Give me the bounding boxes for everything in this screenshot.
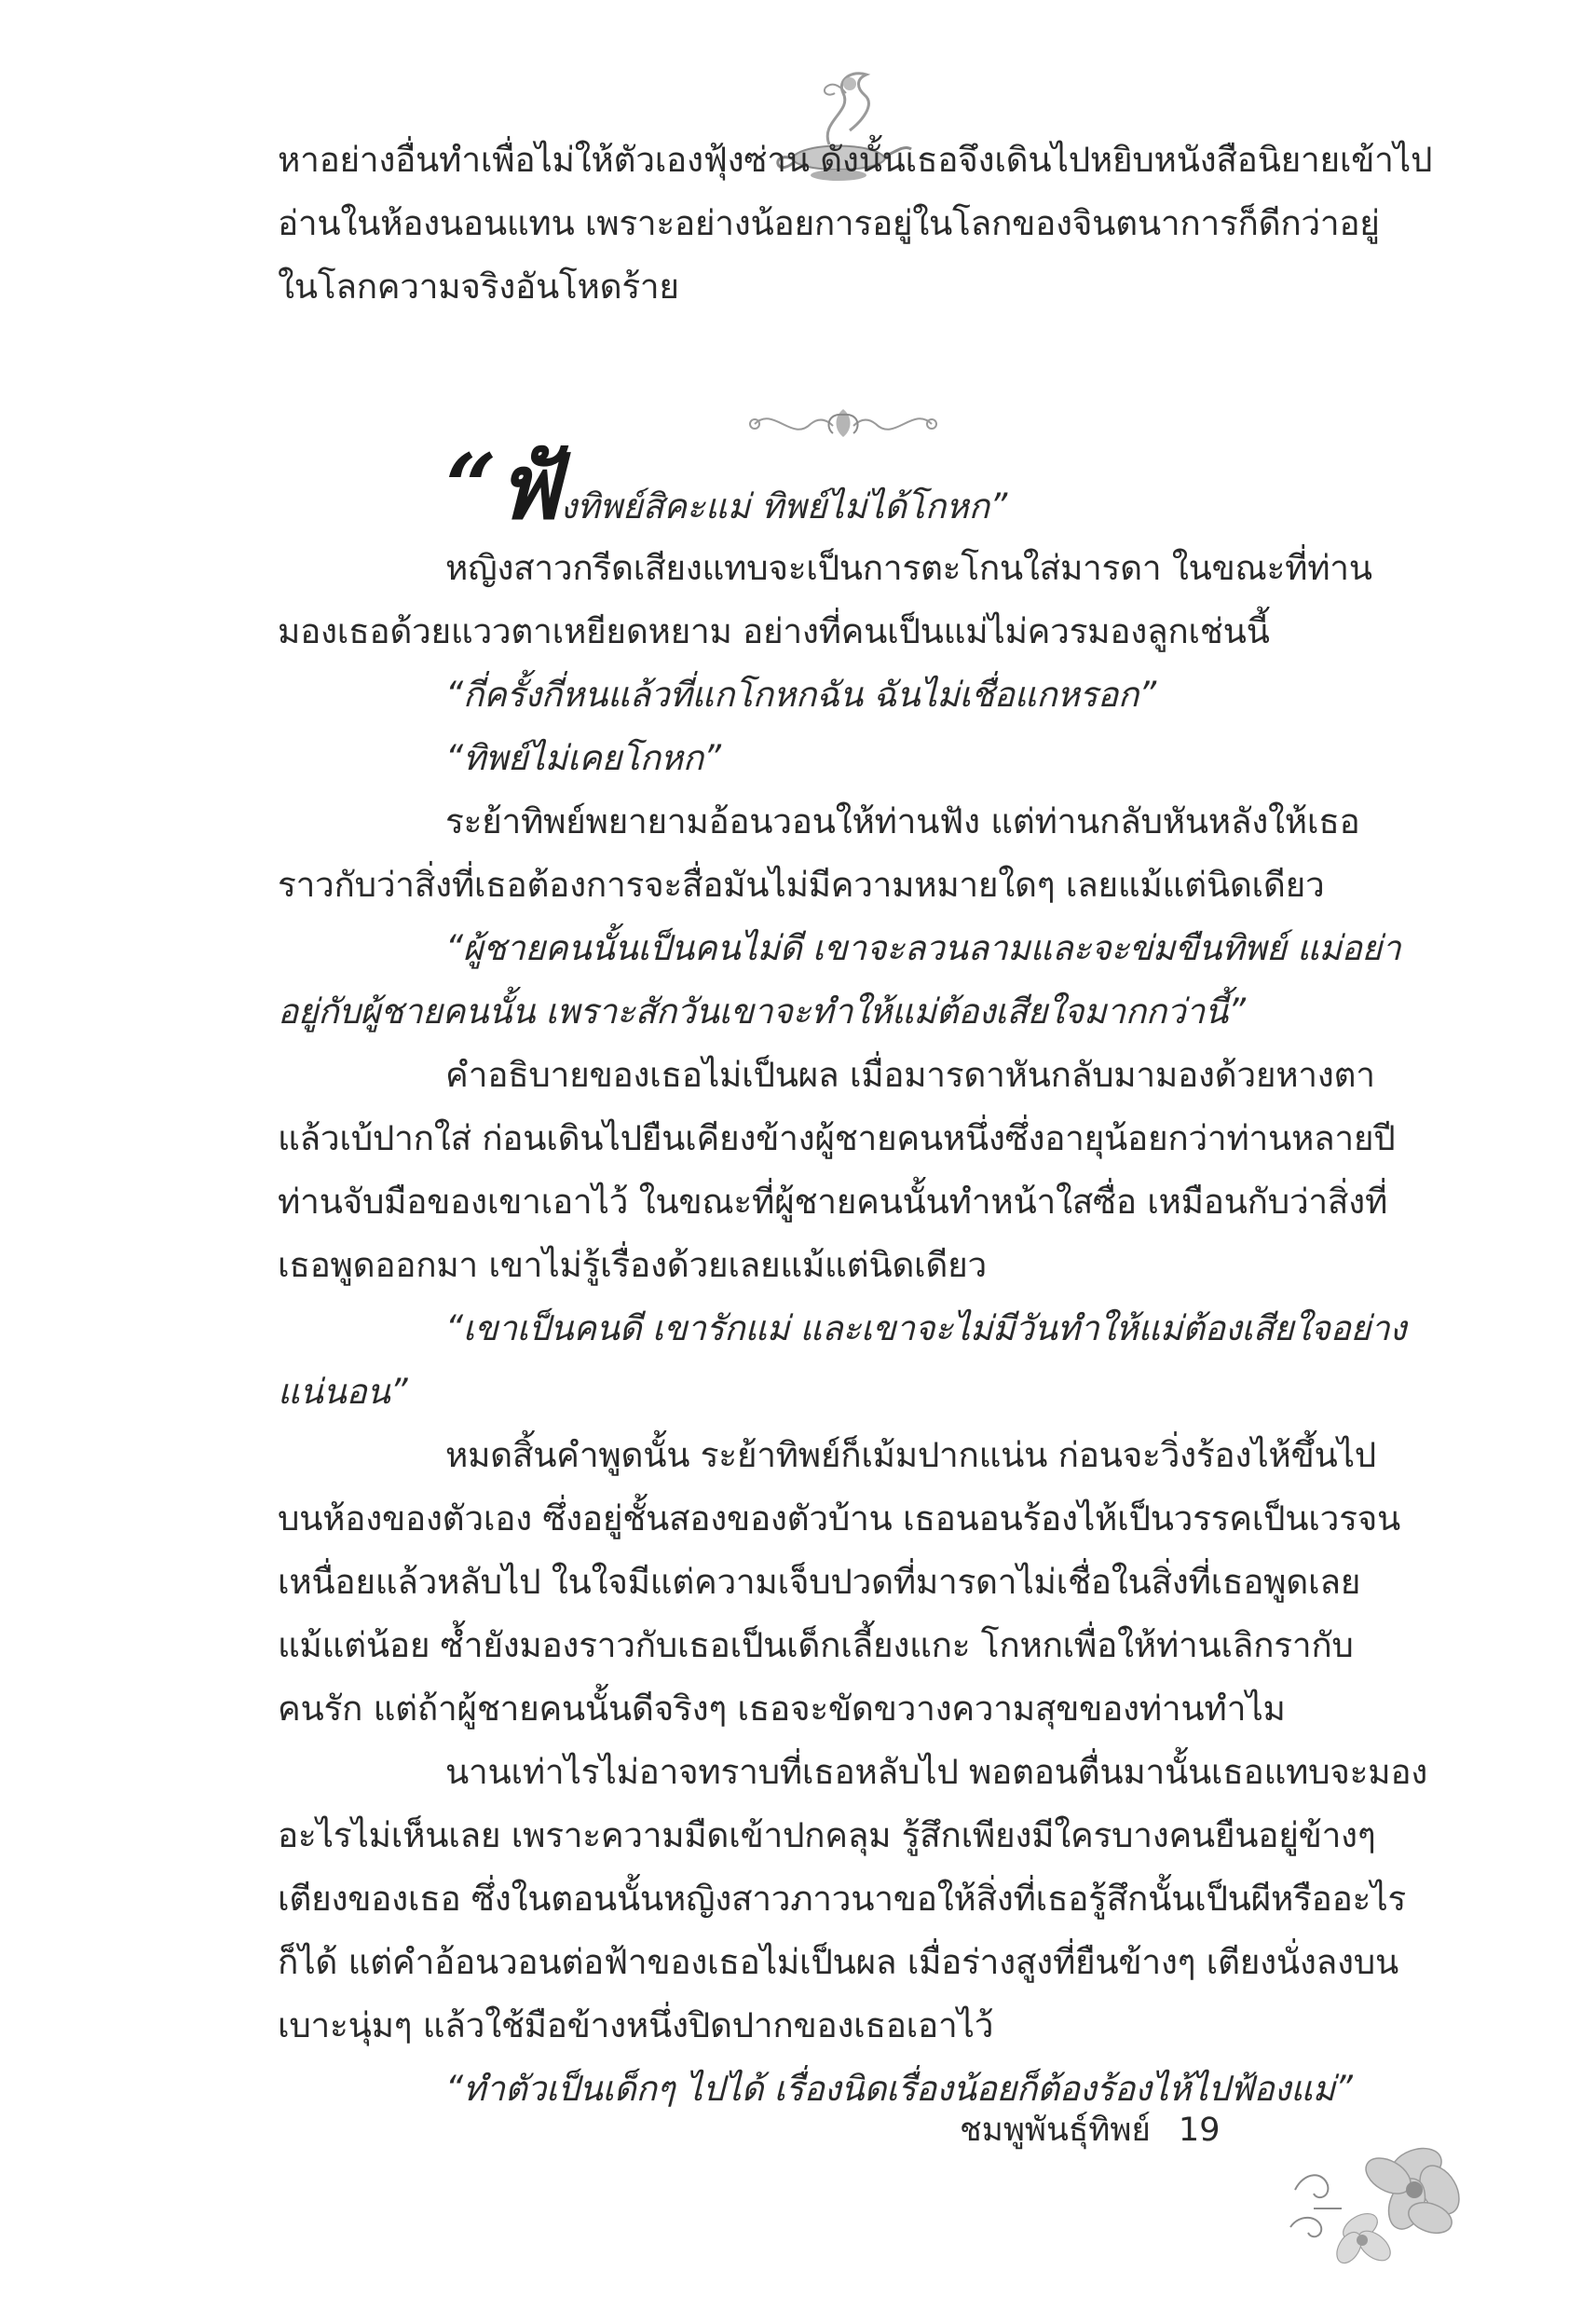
text-line: ในโลกความจริงอันโหดร้าย [278, 267, 679, 307]
text-line: หาอย่างอื่นทำเพื่อไม่ให้ตัวเองฟุ้งซ่าน ดังนั้นเธอจึงเดินไปหยิบหนังสือนิยายเข้าไป [278, 140, 1433, 180]
text-line: ท่านจับมือของเขาเอาไว้ ในขณะที่ผู้ชายคนนั้นทำหน้าใสซื่อ เหมือนกับว่าสิ่งที่ [278, 1182, 1388, 1222]
drop-cap: “ฟั [445, 434, 561, 540]
dialogue-line: “เขาเป็นคนดี เขารักแม่ และเขาจะไม่มีวันทำให้แม่ต้องเสียใจอย่าง [445, 1308, 1407, 1348]
text-line: หมดสิ้นคำพูดนั้น ระย้าทิพย์ก็เม้มปากแน่น ก่อนจะวิ่งร้องไห้ขึ้นไป [445, 1435, 1376, 1475]
page-footer [960, 2104, 1220, 2155]
text-line: นานเท่าไรไม่อาจทราบที่เธอหลับไป พอตอนตื่นมานั้นเธอแทบจะมอง [445, 1752, 1428, 1792]
opening-line [445, 436, 1007, 539]
text-line: เบาะนุ่มๆ แล้วใช้มือข้างหนึ่งปิดปากของเธอเอาไว้ [278, 2005, 994, 2045]
dialogue-line: อยู่กับผู้ชายคนนั้น เพราะสักวันเขาจะทำให้แม่ต้องเสียใจมากกว่านี้” [278, 991, 1246, 1032]
text-line: เธอพูดออกมา เขาไม่รู้เรื่องด้วยเลยแม้แต่นิดเดียว [278, 1245, 987, 1285]
flower-ornament-icon [1276, 2115, 1491, 2274]
text-line: อ่านในห้องนอนแทน เพราะอย่างน้อยการอยู่ในโลกของจินตนาการก็ดีกว่าอยู่ [278, 203, 1380, 243]
text-line: ราวกับว่าสิ่งที่เธอต้องการจะสื่อมันไม่มีความหมายใดๆ เลยแม้แต่นิดเดียว [278, 865, 1325, 905]
text-line: บนห้องของตัวเอง ซึ่งอยู่ชั้นสองของตัวบ้าน เธอนอนร้องไห้เป็นวรรคเป็นเวรจน [278, 1498, 1401, 1538]
dialogue-line: แน่นอน” [278, 1372, 408, 1412]
text-line: อะไรไม่เห็นเลย เพราะความมืดเข้าปกคลุม รู้สึกเพียงมีใครบางคนยืนอยู่ข้างๆ [278, 1815, 1376, 1855]
body-text [278, 537, 1429, 2121]
dialogue-line: “ทิพย์ไม่เคยโกหก” [445, 738, 721, 778]
opening-text: งทิพย์สิคะแม่ ทิพย์ไม่ได้โกหก” [560, 486, 1008, 526]
dialogue-line: “ผู้ชายคนนั้นเป็นคนไม่ดี เขาจะลวนลามและจะข่มขืนทิพย์ แม่อย่า [445, 928, 1401, 968]
text-line: แม้แต่น้อย ซ้ำยังมองราวกับเธอเป็นเด็กเลี้ยงแกะ โกหกเพื่อให้ท่านเลิกรากับ [278, 1625, 1354, 1665]
text-line: คนรัก แต่ถ้าผู้ชายคนนั้นดีจริงๆ เธอจะขัดขวางความสุขของท่านทำไม [278, 1689, 1286, 1729]
book-title: ชมพูพันธุ์ทิพย์ [960, 2112, 1151, 2149]
text-line: เหนื่อยแล้วหลับไป ในใจมีแต่ความเจ็บปวดที่มารดาไม่เชื่อในสิ่งที่เธอพูดเลย [278, 1562, 1361, 1602]
text-line: ระย้าทิพย์พยายามอ้อนวอนให้ท่านฟัง แต่ท่านกลับหันหลังให้เธอ [445, 801, 1360, 841]
page-number: 19 [1178, 2112, 1221, 2149]
text-line: แล้วเบ้ปากใส่ ก่อนเดินไปยืนเคียงข้างผู้ชายคนหนึ่งซึ่งอายุน้อยกว่าท่านหลายปี [278, 1118, 1396, 1158]
text-line: มองเธอด้วยแววตาเหยียดหยาม อย่างที่คนเป็นแม่ไม่ควรมองลูกเช่นนี้ [278, 611, 1270, 651]
text-line: ก็ได้ แต่คำอ้อนวอนต่อฟ้าของเธอไม่เป็นผล เมื่อร่างสูงที่ยืนข้างๆ เตียงนั่งลงบน [278, 1942, 1398, 1982]
intro-paragraph [278, 129, 1433, 319]
text-line: เตียงของเธอ ซึ่งในตอนนั้นหญิงสาวภาวนาขอให้สิ่งที่เธอรู้สึกนั้นเป็นผีหรืออะไร [278, 1879, 1406, 1919]
text-line: คำอธิบายของเธอไม่เป็นผล เมื่อมารดาหันกลับมามองด้วยหางตา [445, 1055, 1375, 1095]
dialogue-line: “ทำตัวเป็นเด็กๆ ไปได้ เรื่องนิดเรื่องน้อยก็ต้องร้องไห้ไปฟ้องแม่” [445, 2069, 1353, 2109]
text-line: หญิงสาวกรีดเสียงแทบจะเป็นการตะโกนใส่มารดา ในขณะที่ท่าน [445, 548, 1372, 588]
dialogue-line: “กี่ครั้งกี่หนแล้วที่แกโกหกฉัน ฉันไม่เชื่อแกหรอก” [445, 675, 1156, 715]
